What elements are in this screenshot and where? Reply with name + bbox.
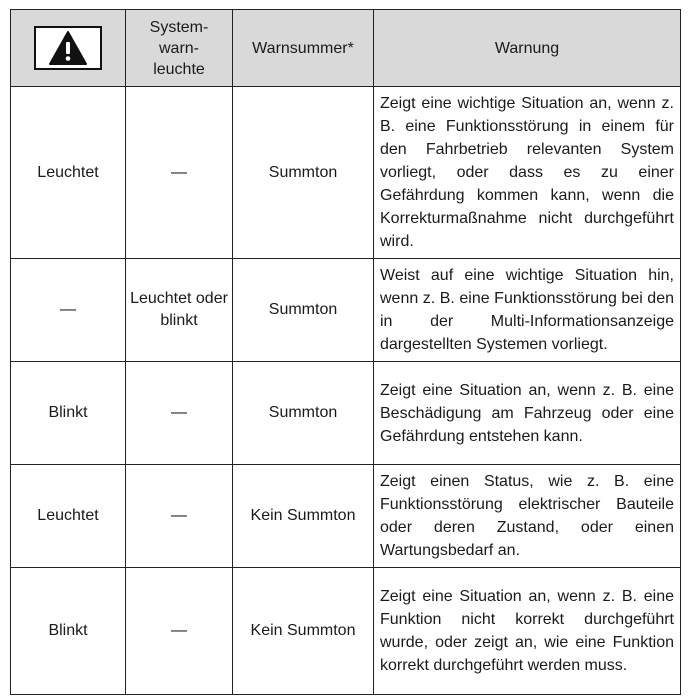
- header-buzzer: Warnsummer*: [233, 10, 374, 87]
- cell-indicator: Blinkt: [11, 362, 126, 465]
- header-row: [11, 10, 681, 87]
- cell-system-light: —: [126, 465, 233, 568]
- warning-icon-frame: [34, 26, 102, 70]
- table-row: [11, 259, 681, 362]
- warning-table: [10, 9, 681, 695]
- header-system-warning-light: System- warn- leuchte: [126, 10, 233, 87]
- cell-indicator: Leuchtet: [11, 87, 126, 259]
- cell-indicator: Leuchtet: [11, 465, 126, 568]
- cell-buzzer: Kein Summton: [233, 568, 374, 695]
- cell-buzzer: Summton: [233, 87, 374, 259]
- cell-description: Zeigt eine Situation an, wenn z. B. eine Beschädigung am Fahrzeug oder eine Gefährdung entstehen kann.: [374, 362, 681, 465]
- header-icon-cell: [11, 10, 126, 87]
- table-row: [11, 568, 681, 695]
- table-header: [11, 10, 681, 87]
- cell-system-light: —: [126, 568, 233, 695]
- table-row: [11, 87, 681, 259]
- cell-system-light: Leuchtet oder blinkt: [126, 259, 233, 362]
- cell-buzzer: Summton: [233, 362, 374, 465]
- cell-system-light: —: [126, 87, 233, 259]
- cell-description: Zeigt eine wichtige Situation an, wenn z. B. eine Funktionsstörung in einem für den Fahrbetrieb relevanten System vorliegt, oder dass es zu einer Gefährdung kommen kann, wenn die Korrekturmaßnahme nicht durchgeführt wird.: [374, 87, 681, 259]
- header-warning: Warnung: [374, 10, 681, 87]
- cell-indicator: —: [11, 259, 126, 362]
- table-row: [11, 362, 681, 465]
- cell-description: Zeigt einen Status, wie z. B. eine Funktionsstörung elektrischer Bauteile oder deren Zustand, oder einen Wartungsbedarf an.: [374, 465, 681, 568]
- cell-description: Zeigt eine Situation an, wenn z. B. eine Funktion nicht korrekt durchgeführt wurde, oder zeigt an, wie eine Funktion korrekt durchgeführt werden muss.: [374, 568, 681, 695]
- warning-triangle-icon: [48, 30, 88, 66]
- cell-indicator: Blinkt: [11, 568, 126, 695]
- cell-buzzer: Kein Summton: [233, 465, 374, 568]
- table-row: [11, 465, 681, 568]
- cell-system-light: —: [126, 362, 233, 465]
- cell-description: Weist auf eine wichtige Situation hin, wenn z. B. eine Funktionsstörung bei den in der Multi-Informationsanzeige dargestellten Systemen vorliegt.: [374, 259, 681, 362]
- table-body: [11, 87, 681, 695]
- cell-buzzer: Summton: [233, 259, 374, 362]
